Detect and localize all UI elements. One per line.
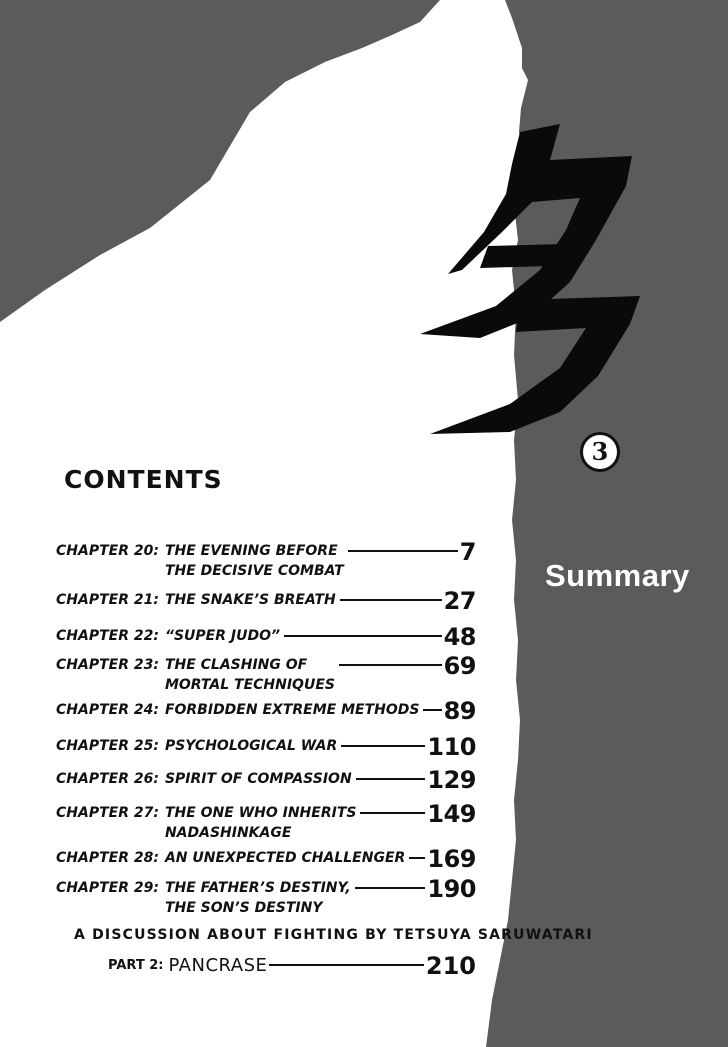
chapter-title-line: MORTAL TECHNIQUES [164, 677, 335, 693]
chapter-title-line: THE EVENING BEFORE [164, 543, 338, 559]
page-number: 210 [425, 952, 476, 980]
part-name: PANCRASE [168, 955, 268, 976]
chapter-title-line: THE FATHER’S DESTINY, [164, 880, 351, 896]
page-number: 48 [443, 623, 476, 651]
chapter-title-line: “SUPER JUDO” [164, 628, 280, 644]
dot-leader-line [348, 550, 458, 552]
chapter-number: CHAPTER 21: [56, 592, 159, 608]
toc-entry [56, 623, 476, 651]
chapter-title [165, 541, 344, 581]
chapter-title-line: NADASHINKAGE [164, 825, 292, 841]
dot-leader-line [356, 778, 426, 780]
volume-number: 3 [591, 437, 609, 466]
chapter-number: CHAPTER 28: [56, 850, 159, 866]
chapter-number: CHAPTER 26: [56, 771, 159, 787]
page-number: 89 [443, 697, 476, 725]
toc-entry [56, 652, 476, 695]
chapter-title-line: THE CLASHING OF [164, 657, 308, 673]
dot-leader-line [355, 887, 426, 889]
chapter-title-line: FORBIDDEN EXTREME METHODS [164, 702, 420, 718]
chapter-title [165, 769, 352, 789]
page-number: 129 [427, 766, 476, 794]
dot-leader-line [341, 745, 425, 747]
page-number: 110 [427, 733, 476, 761]
chapter-title [165, 736, 337, 756]
chapter-title [165, 878, 351, 918]
toc-entry [56, 766, 476, 794]
toc-entry [56, 538, 476, 581]
chapter-number: CHAPTER 24: [56, 702, 159, 718]
chapter-title-line: AN UNEXPECTED CHALLENGER [164, 850, 406, 866]
chapter-title-line: SPIRIT OF COMPASSION [164, 771, 352, 787]
chapter-number: CHAPTER 29: [56, 880, 159, 896]
toc-entry [56, 697, 476, 725]
chapter-title [165, 655, 335, 695]
chapter-title [165, 700, 420, 720]
summary-label: Summary [545, 558, 690, 593]
dot-leader-line [269, 964, 423, 966]
dot-leader-line [360, 812, 425, 814]
chapter-number: CHAPTER 23: [56, 657, 159, 673]
toc-entry [56, 587, 476, 615]
chapter-title [165, 626, 280, 646]
dot-leader-line [284, 635, 442, 637]
discussion-part-entry [108, 952, 476, 980]
chapter-title [165, 848, 405, 868]
chapter-title-line: THE SON’S DESTINY [164, 900, 323, 916]
dot-leader-line [339, 664, 442, 666]
page-number: 169 [427, 845, 476, 873]
toc-entry [56, 875, 476, 918]
discussion-heading: A DISCUSSION ABOUT FIGHTING BY TETSUYA SARUWATARI [74, 927, 593, 943]
page-number: 69 [443, 652, 476, 680]
toc-entry [56, 733, 476, 761]
chapter-number: CHAPTER 22: [56, 628, 159, 644]
chapter-title [165, 803, 357, 843]
contents-heading: CONTENTS [64, 465, 223, 494]
part-label: PART 2: [108, 958, 164, 973]
chapter-number: CHAPTER 20: [56, 543, 159, 559]
page-number: 27 [443, 587, 476, 615]
chapter-title-line: PSYCHOLOGICAL WAR [164, 738, 338, 754]
chapter-number: CHAPTER 27: [56, 805, 159, 821]
page-number: 149 [427, 800, 476, 828]
page-number: 190 [427, 875, 476, 903]
chapter-title-line: THE ONE WHO INHERITS [164, 805, 357, 821]
chapter-title [165, 590, 336, 610]
page-number: 7 [459, 538, 476, 566]
toc-entry [56, 800, 476, 843]
chapter-number: CHAPTER 25: [56, 738, 159, 754]
dot-leader-line [423, 709, 441, 711]
dot-leader-line [340, 599, 442, 601]
chapter-title-line: THE DECISIVE COMBAT [164, 563, 344, 579]
chapter-title-line: THE SNAKE’S BREATH [164, 592, 336, 608]
dot-leader-line [409, 857, 425, 859]
toc-entry [56, 845, 476, 873]
